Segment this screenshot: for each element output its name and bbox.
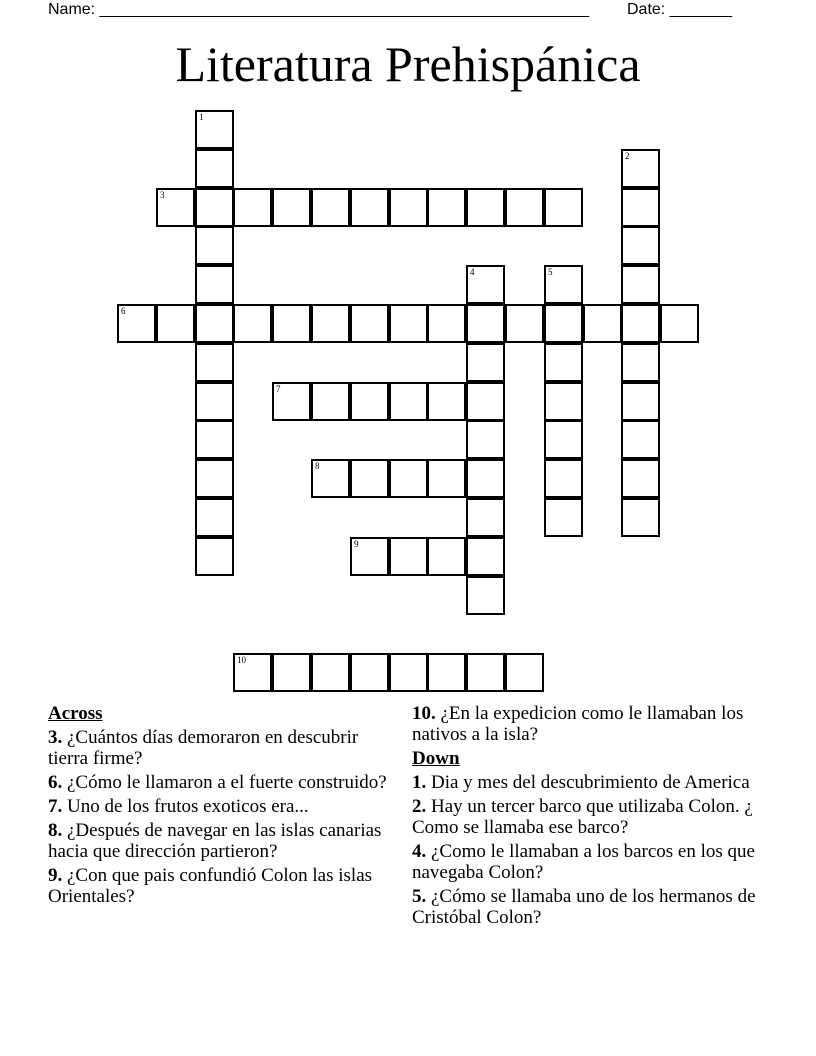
crossword-cell[interactable] bbox=[311, 382, 350, 421]
across-heading: Across bbox=[48, 703, 103, 724]
crossword-cell[interactable] bbox=[466, 188, 505, 227]
crossword-cell[interactable] bbox=[195, 226, 234, 265]
crossword-cell[interactable] bbox=[195, 304, 234, 343]
crossword-cell[interactable] bbox=[195, 498, 234, 537]
crossword-cell[interactable] bbox=[466, 576, 505, 615]
crossword-cell[interactable] bbox=[195, 537, 234, 576]
crossword-cell[interactable] bbox=[466, 498, 505, 537]
clue-number: 2. bbox=[412, 796, 427, 817]
crossword-cell[interactable] bbox=[427, 653, 466, 692]
crossword-cell[interactable] bbox=[233, 188, 272, 227]
crossword-cell[interactable] bbox=[544, 382, 583, 421]
crossword-cell[interactable] bbox=[660, 304, 699, 343]
crossword-cell[interactable] bbox=[427, 188, 466, 227]
clue-text: ¿Cuántos días demoraron en descubrir tierra firme? bbox=[48, 727, 359, 769]
clue-number: 7. bbox=[48, 796, 63, 817]
clue-text: Uno de los frutos exoticos era... bbox=[67, 796, 309, 817]
crossword-cell[interactable] bbox=[233, 304, 272, 343]
crossword-cell[interactable] bbox=[272, 188, 311, 227]
clue-text: ¿En la expedicion como le llamaban los nativos a la isla? bbox=[412, 703, 744, 745]
crossword-cell[interactable] bbox=[195, 149, 234, 188]
clue-text: ¿Cómo se llamaba uno de los hermanos de Cristóbal Colon? bbox=[412, 886, 756, 928]
name-field-label: Name: _______________________________________________________ bbox=[48, 1, 589, 18]
crossword-cell[interactable] bbox=[544, 459, 583, 498]
cell-number: 7 bbox=[276, 384, 281, 394]
crossword-cell[interactable] bbox=[621, 149, 660, 188]
crossword-cell[interactable] bbox=[505, 188, 544, 227]
crossword-cell[interactable] bbox=[544, 265, 583, 304]
crossword-cell[interactable] bbox=[466, 304, 505, 343]
crossword-cell[interactable] bbox=[621, 226, 660, 265]
clues-column-right bbox=[412, 703, 757, 931]
clue-number: 6. bbox=[48, 772, 63, 793]
crossword-cell[interactable] bbox=[389, 537, 428, 576]
cell-number: 3 bbox=[160, 190, 165, 200]
crossword-cell[interactable] bbox=[427, 459, 466, 498]
crossword-cell[interactable] bbox=[350, 188, 389, 227]
crossword-cell[interactable] bbox=[311, 459, 350, 498]
crossword-cell[interactable] bbox=[427, 382, 466, 421]
crossword-cell[interactable] bbox=[505, 653, 544, 692]
crossword-cell[interactable] bbox=[311, 653, 350, 692]
crossword-cell[interactable] bbox=[621, 420, 660, 459]
cell-number: 1 bbox=[199, 112, 204, 122]
crossword-cell[interactable] bbox=[544, 304, 583, 343]
crossword-cell[interactable] bbox=[195, 382, 234, 421]
crossword-cell[interactable] bbox=[389, 382, 428, 421]
crossword-cell[interactable] bbox=[466, 265, 505, 304]
clue-text: ¿Con que pais confundió Colon las islas Orientales? bbox=[48, 865, 373, 907]
crossword-cell[interactable] bbox=[156, 188, 195, 227]
clue-down-2 bbox=[412, 796, 757, 838]
crossword-cell[interactable] bbox=[311, 304, 350, 343]
clue-number: 9. bbox=[48, 865, 63, 886]
cell-number: 9 bbox=[354, 539, 359, 549]
crossword-cell[interactable] bbox=[621, 382, 660, 421]
crossword-cell[interactable] bbox=[583, 304, 622, 343]
clue-number: 1. bbox=[412, 772, 427, 793]
crossword-cell[interactable] bbox=[233, 653, 272, 692]
crossword-cell[interactable] bbox=[621, 459, 660, 498]
page-title: Literatura Prehispánica bbox=[175, 36, 641, 92]
crossword-cell[interactable] bbox=[466, 537, 505, 576]
crossword-cell[interactable] bbox=[156, 304, 195, 343]
clue-across-10 bbox=[412, 703, 757, 745]
crossword-cell[interactable] bbox=[466, 420, 505, 459]
cell-number: 6 bbox=[121, 306, 126, 316]
clue-down-5 bbox=[412, 886, 757, 928]
crossword-cell[interactable] bbox=[389, 653, 428, 692]
crossword-cell[interactable] bbox=[505, 304, 544, 343]
crossword-cell[interactable] bbox=[311, 188, 350, 227]
clue-across-8 bbox=[48, 820, 398, 862]
clue-across-9 bbox=[48, 865, 398, 907]
crossword-cell[interactable] bbox=[621, 343, 660, 382]
clue-number: 5. bbox=[412, 886, 427, 907]
crossword-cell[interactable] bbox=[350, 537, 389, 576]
crossword-cell[interactable] bbox=[272, 653, 311, 692]
cell-number: 8 bbox=[315, 461, 320, 471]
crossword-cell[interactable] bbox=[621, 304, 660, 343]
crossword-cell[interactable] bbox=[427, 304, 466, 343]
crossword-cell[interactable] bbox=[466, 382, 505, 421]
clue-across-6 bbox=[48, 772, 398, 793]
crossword-cell[interactable] bbox=[544, 188, 583, 227]
cell-number: 5 bbox=[548, 267, 553, 277]
clue-text: ¿Cómo le llamaron a el fuerte construido? bbox=[67, 772, 387, 793]
crossword-cell[interactable] bbox=[195, 420, 234, 459]
crossword-cell[interactable] bbox=[466, 343, 505, 382]
crossword-cell[interactable] bbox=[272, 382, 311, 421]
crossword-cell[interactable] bbox=[117, 304, 156, 343]
down-heading: Down bbox=[412, 748, 460, 769]
crossword-cell[interactable] bbox=[350, 382, 389, 421]
crossword-cell[interactable] bbox=[350, 653, 389, 692]
crossword-cell[interactable] bbox=[195, 459, 234, 498]
crossword-cell[interactable] bbox=[272, 304, 311, 343]
clue-text: ¿Después de navegar en las islas canarias hacia que dirección partieron? bbox=[48, 820, 382, 862]
crossword-cell[interactable] bbox=[389, 188, 428, 227]
clue-across-3 bbox=[48, 727, 398, 769]
date-field-label: Date: _______ bbox=[627, 1, 732, 18]
crossword-cell[interactable] bbox=[195, 265, 234, 304]
crossword-cell[interactable] bbox=[195, 188, 234, 227]
clue-number: 4. bbox=[412, 841, 427, 862]
clue-text: Hay un tercer barco que utilizaba Colon. ¿ Como se llamaba ese barco? bbox=[412, 796, 753, 838]
clue-text: ¿Como le llamaban a los barcos en los que navegaba Colon? bbox=[412, 841, 755, 883]
clue-down-4 bbox=[412, 841, 757, 883]
cell-number: 2 bbox=[625, 151, 630, 161]
cell-number: 10 bbox=[237, 655, 246, 665]
crossword-cell[interactable] bbox=[621, 188, 660, 227]
crossword-cell[interactable] bbox=[350, 459, 389, 498]
crossword-cell[interactable] bbox=[427, 537, 466, 576]
clue-number: 10. bbox=[412, 703, 436, 724]
clues-column-left bbox=[48, 703, 398, 910]
clue-down-1 bbox=[412, 772, 757, 793]
crossword-cell[interactable] bbox=[350, 304, 389, 343]
crossword-cell[interactable] bbox=[544, 343, 583, 382]
crossword-cell[interactable] bbox=[195, 343, 234, 382]
clue-number: 3. bbox=[48, 727, 63, 748]
crossword-cell[interactable] bbox=[621, 498, 660, 537]
clue-text: Dia y mes del descubrimiento de America bbox=[431, 772, 750, 793]
crossword-cell[interactable] bbox=[621, 265, 660, 304]
crossword-cell[interactable] bbox=[544, 420, 583, 459]
crossword-cell[interactable] bbox=[389, 304, 428, 343]
clue-across-7 bbox=[48, 796, 398, 817]
crossword-cell[interactable] bbox=[195, 110, 234, 149]
crossword-cell[interactable] bbox=[544, 498, 583, 537]
cell-number: 4 bbox=[470, 267, 475, 277]
crossword-cell[interactable] bbox=[466, 653, 505, 692]
clue-number: 8. bbox=[48, 820, 63, 841]
crossword-cell[interactable] bbox=[466, 459, 505, 498]
crossword-cell[interactable] bbox=[389, 459, 428, 498]
